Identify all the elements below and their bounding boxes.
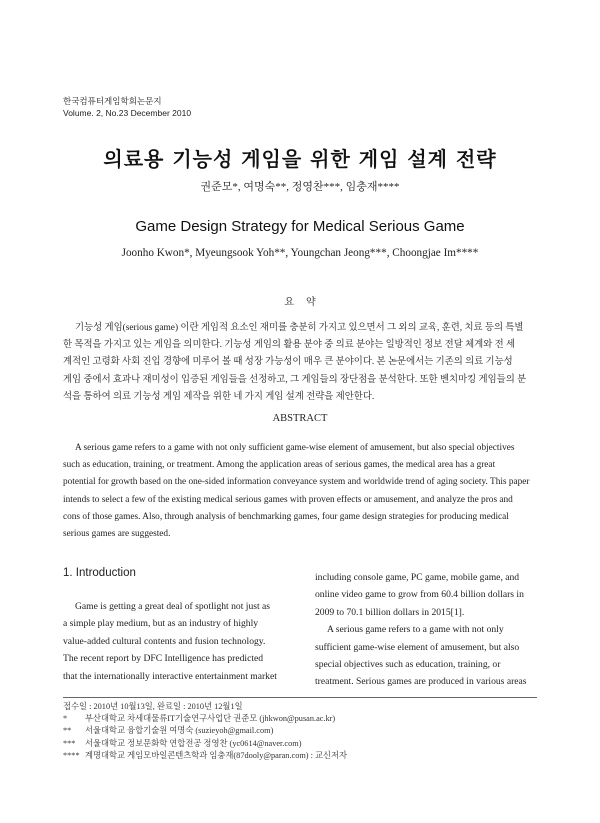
paper-title-english: Game Design Strategy for Medical Serious Game	[135, 218, 465, 235]
abstract-english-line: potential for growth based on the one-sided information conveyance system and worldwide trend of aging society. This paper	[63, 477, 530, 488]
abstract-korean-line: 기능성 게임(serious game) 이란 게임적 요소인 재미를 충분히 가지고 있으면서 그 외의 교육, 훈련, 치료 등의 특별	[75, 323, 524, 333]
footnote-mark: ***	[63, 738, 76, 748]
section-heading-introduction: 1. Introduction	[63, 567, 136, 579]
abstract-korean-line: 한 목적을 가지고 있는 게임을 의미한다. 기능성 게임의 활용 분야 중 의료 분야는 일방적인 정보 전달 체계와 전 세	[63, 340, 516, 351]
abstract-korean-heading: 요약	[284, 297, 328, 308]
abstract-english-line: serious games are suggested.	[63, 529, 171, 540]
abstract-korean-line: 게임 중에서 효과나 재미성이 입증된 게임들을 선정하고, 그 게임들의 장단점을 분석한다. 또한 벤치마킹 게임들의 분	[63, 374, 527, 385]
footnote-text: 서울대학교 정보문화학 연합전공 정영찬 (yc0614@naver.com)	[85, 738, 302, 748]
footnote-item	[63, 750, 537, 762]
journal-name: 한국컴퓨터게임학회논문지	[63, 96, 162, 106]
footnotes	[63, 701, 537, 762]
body-line: Game is getting a great deal of spotlight not just as	[75, 601, 271, 612]
abstract-korean-body	[63, 320, 537, 406]
paper-title-korean: 의료용 기능성 게임을 위한 게임 설계 전략	[103, 147, 497, 171]
footnote-mark: **	[63, 726, 72, 736]
footnote-mark: ****	[63, 750, 80, 760]
footnote-mark: *	[63, 714, 68, 724]
body-line: 2009 to 70.1 billion dollars in 2015[1].	[315, 606, 465, 618]
body-line: sufficient game-wise element of amusement, but also	[315, 641, 520, 653]
abstract-english-line: such as education, training, or treatment. Among the application areas of serious games, the medical area has a great	[63, 460, 496, 471]
authors-korean: 권준모*, 여명숙**, 정영찬***, 임충재****	[200, 181, 400, 193]
footnote-item	[63, 713, 537, 725]
body-column-left	[63, 598, 295, 685]
footnote-text: 부산대학교 차세대물류IT기술연구사업단 권준모 (jhkwon@pusan.ac.kr)	[85, 714, 336, 724]
footnote-item	[63, 725, 537, 737]
footnote-received-date: 접수일 : 2010년 10월13일, 완료일 : 2010년 12월1일	[63, 702, 243, 711]
footnote-item	[63, 738, 537, 750]
body-line: a simple play medium, but as an industry of highly	[63, 618, 259, 630]
abstract-korean-line: 석을 통하여 의료 기능성 게임 제작을 위한 네 가지 게임 설계 전략을 제안한다.	[63, 391, 375, 402]
body-line: that the internationally interactive entertainment market	[63, 670, 277, 682]
body-line: A serious game refers to a game with not only	[327, 624, 504, 636]
body-line: online video game to grow from 60.4 billion dollars in	[315, 589, 524, 601]
abstract-english-body	[63, 440, 537, 543]
abstract-english-line: intends to select a few of the existing medical serious games with proven effects or amusement, and analyze the pros and	[63, 494, 513, 505]
body-line: treatment. Serious games are produced in various areas	[315, 676, 527, 688]
journal-header	[63, 95, 191, 119]
abstract-english-heading: ABSTRACT	[272, 413, 328, 424]
abstract-english-line: cons of those games. Also, through analysis of benchmarking games, four game design strategies for producing medical	[63, 511, 509, 522]
body-line: value-added cultural contents and fusion technology.	[63, 635, 266, 647]
body-column-right	[315, 569, 547, 691]
body-line: The recent report by DFC Intelligence has predicted	[63, 653, 264, 665]
footnote-divider	[63, 697, 537, 698]
body-line: special objectives such as education, training, or	[315, 659, 501, 671]
abstract-korean-line: 계적인 고령화 사회 진입 경향에 미루어 볼 때 성장 가능성이 매우 큰 분야이다. 본 논문에서는 기존의 의료 기능성	[63, 357, 513, 368]
footnote-text: 계명대학교 게임모바일콘텐츠학과 임충재(87dooly@paran.com) : 교신저자	[85, 750, 348, 760]
authors-english: Joonho Kwon*, Myeungsook Yoh**, Youngchan Jeong***, Choongjae Im****	[121, 247, 479, 259]
abstract-english-line: A serious game refers to a game with not only sufficient game-wise element of amusement, but also special objectives	[75, 443, 515, 453]
journal-volume: Volume. 2, No.23 December 2010	[63, 108, 192, 118]
body-line: including console game, PC game, mobile game, and	[315, 572, 520, 583]
footnote-text: 서울대학교 융합기술원 여명숙 (suzieyoh@gmail.com)	[85, 726, 274, 736]
